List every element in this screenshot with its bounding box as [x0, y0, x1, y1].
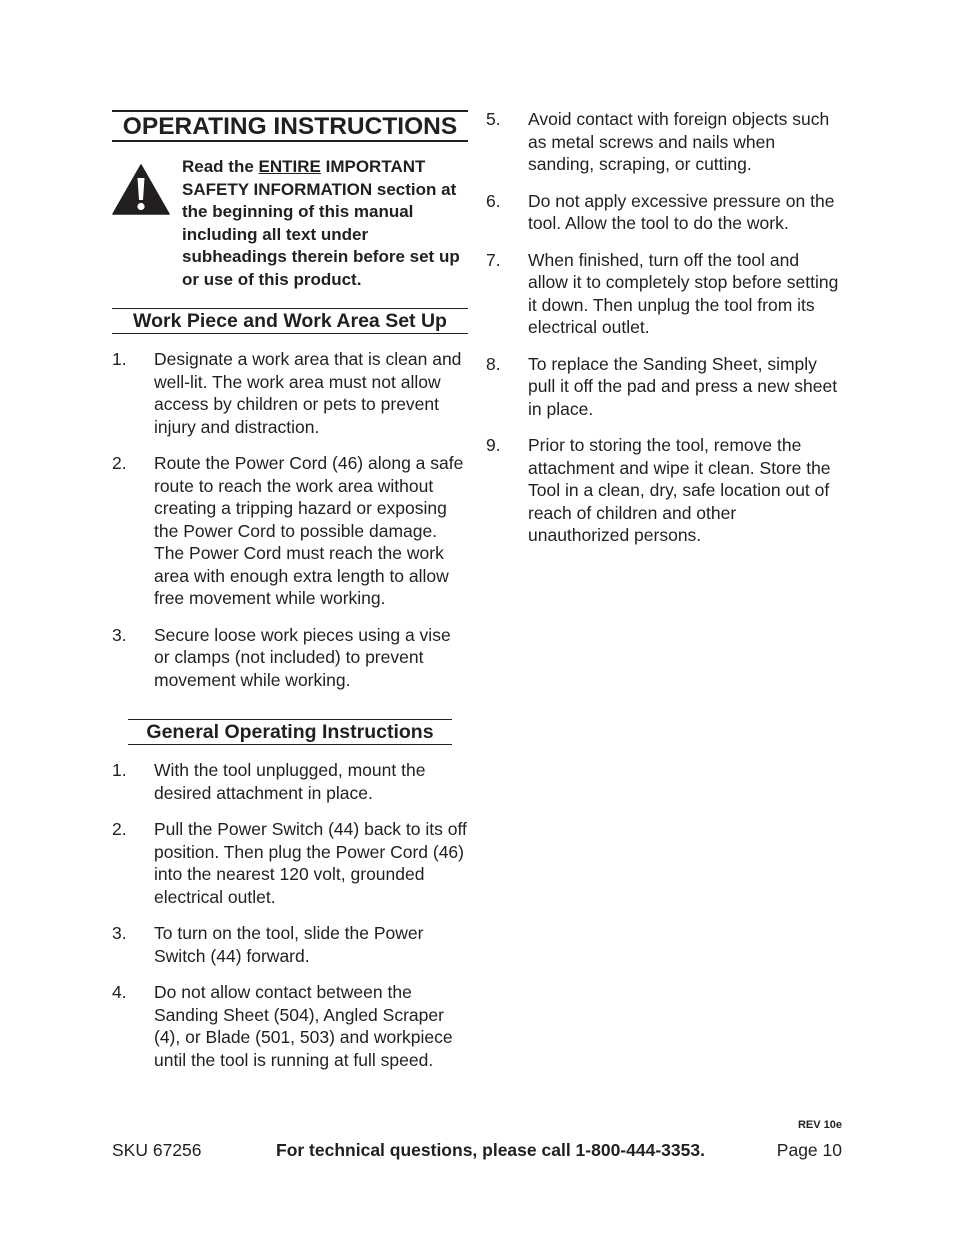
list-item: 2. Pull the Power Switch (44) back to its off position. Then plug the Power Cord (46) into the nearest 120 volt, grounded electrical outlet. [112, 819, 467, 907]
footer-tech-support: For technical questions, please call 1-800-444-3353. [276, 1140, 705, 1160]
footer-page-number: Page 10 [776, 1140, 842, 1160]
general-list [112, 759, 468, 1071]
revision-label: REV 10e [797, 1119, 842, 1131]
list-item: 3. Secure loose work pieces using a vise or clamps (not included) to prevent movement while working. [112, 624, 451, 690]
list-item: 1. Designate a work area that is clean and well-lit. The work area must not allow access by children or pets to prevent injury and distraction. [112, 349, 462, 437]
right-column [486, 108, 842, 561]
work-area-heading: Work Piece and Work Area Set Up [112, 308, 468, 334]
list-item: 6. Do not apply excessive pressure on the tool. Allow the tool to do the work. [486, 190, 835, 233]
list-item: 2. Route the Power Cord (46) along a safe route to reach the work area without creating a tripping hazard or exposing the Power Cord to possible damage. The Power Cord must reach the work area with enough extra length to allow free movement while working. [112, 453, 464, 608]
general-list-continued [486, 108, 842, 547]
list-item: 8. To replace the Sanding Sheet, simply pull it off the pad and press a new sheet in place. [486, 353, 838, 419]
list-item: 3. To turn on the tool, slide the Power Switch (44) forward. [112, 923, 424, 966]
list-item: 7. When finished, turn off the tool and allow it to completely stop before setting it down. Then unplug the tool from its electrical outlet. [486, 249, 839, 337]
page-title: OPERATING INSTRUCTIONS [112, 110, 468, 142]
left-column [112, 110, 468, 1085]
list-item: 5. Avoid contact with foreign objects such as metal screws and nails when sanding, scraping, or cutting. [486, 109, 830, 174]
warning-emphasis: ENTIRE [258, 157, 321, 176]
warning-text: Read the ENTIRE IMPORTANT SAFETY INFORMATION section at the beginning of this manual including all text under subheadings therein before set up or use of this product. [182, 157, 460, 289]
general-heading: General Operating Instructions [128, 719, 452, 745]
work-area-list [112, 348, 468, 691]
footer-sku: SKU 67256 [112, 1140, 202, 1160]
list-item: 1. With the tool unplugged, mount the desired attachment in place. [112, 760, 426, 803]
list-item: 9. Prior to storing the tool, remove the attachment and wipe it clean. Store the Tool in a clean, dry, safe location out of reach of children and other unauthorized persons. [486, 435, 831, 545]
list-item: 4. Do not allow contact between the Sanding Sheet (504), Angled Scraper (4), or Blade (501, 503) and workpiece until the tool is running at full speed. [112, 982, 453, 1070]
warning-triangle-icon [112, 164, 170, 216]
safety-warning [112, 156, 468, 289]
